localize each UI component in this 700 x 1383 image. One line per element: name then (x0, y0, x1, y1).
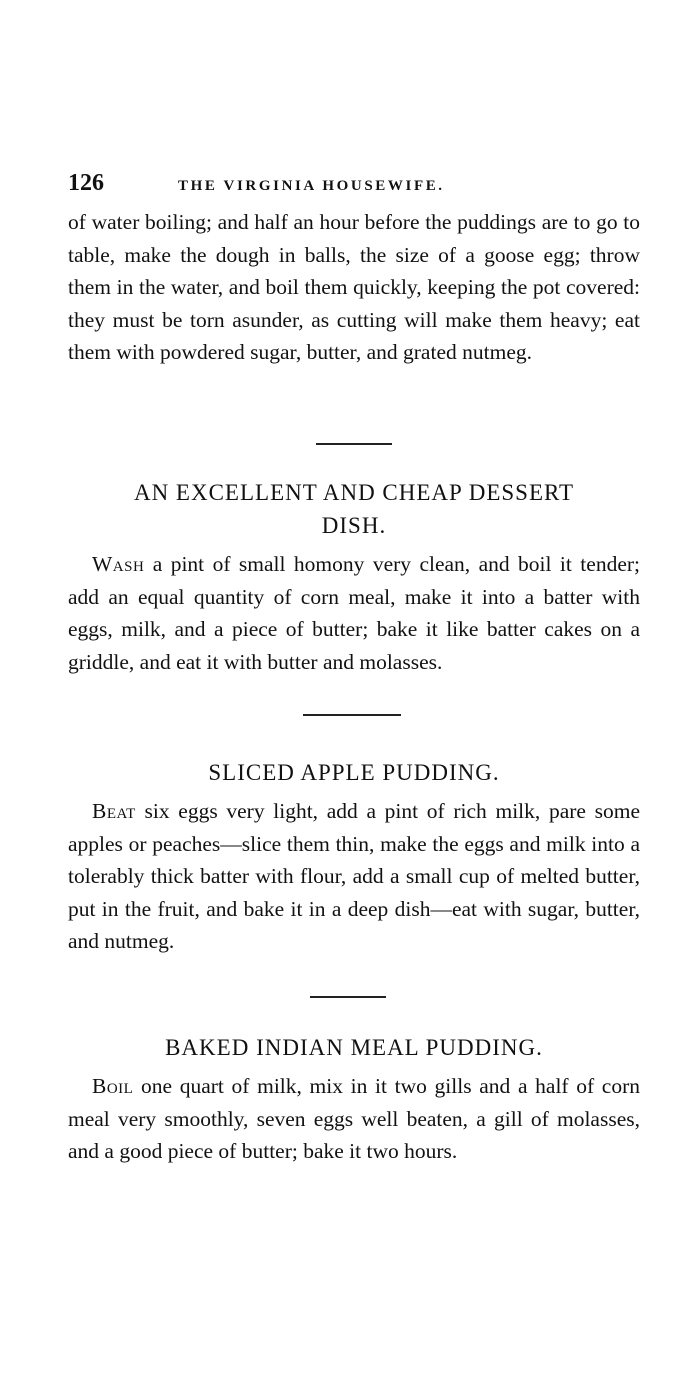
recipe-body: six eggs very light, add a pint of rich milk, pare some apples or peaches—slice them thin, make the eggs and milk into a tolerably thick batter with flour, add a small cup of melted butter, put in the fruit, and bake it in a deep dish—eat with sugar, butter, and nutmeg. (68, 799, 640, 953)
recipe-title: SLICED APPLE PUDDING. (208, 760, 500, 785)
recipe-sliced-apple-pudding (68, 756, 640, 958)
recipe-title-line-2: DISH. (321, 513, 387, 538)
recipe-text (68, 795, 640, 958)
recipe-dessert-dish (68, 476, 640, 678)
lead-word: Beat (92, 799, 136, 823)
section-divider (316, 443, 392, 445)
page-header (68, 170, 648, 197)
continued-text: of water boiling; and half an hour before the puddings are to go to table, make the dough in balls, the size of a goose egg; throw them in the water, and boil them quickly, keeping the pot covered: they must be torn asunder, as cutting will make them heavy; eat them with powdered sugar, butter, and grated nutmeg. (68, 210, 640, 364)
lead-word: Wash (92, 552, 145, 576)
recipe-title (68, 476, 640, 542)
recipe-text (68, 548, 640, 678)
recipe-title-line-1: AN EXCELLENT AND CHEAP DESSERT (133, 480, 575, 505)
recipe-text (68, 1070, 640, 1168)
recipe-body: a pint of small homony very clean, and boil it tender; add an equal quantity of corn meal, make it into a batter with eggs, milk, and a piece of butter; bake it like batter cakes on a griddle, and eat it with butter and molasses. (68, 552, 640, 674)
recipe-title: BAKED INDIAN MEAL PUDDING. (165, 1035, 543, 1060)
section-divider (310, 996, 386, 998)
section-divider (303, 714, 401, 716)
recipe-baked-indian-meal-pudding (68, 1031, 640, 1168)
page-number: 126 (68, 170, 104, 196)
running-title: THE VIRGINIA HOUSEWIFE. (178, 178, 445, 194)
continued-paragraph (68, 206, 640, 369)
recipe-body: one quart of milk, mix in it two gills and a half of corn meal very smoothly, seven eggs well beaten, a gill of molasses, and a good piece of butter; bake it two hours. (68, 1074, 640, 1163)
lead-word: Boil (92, 1074, 134, 1098)
